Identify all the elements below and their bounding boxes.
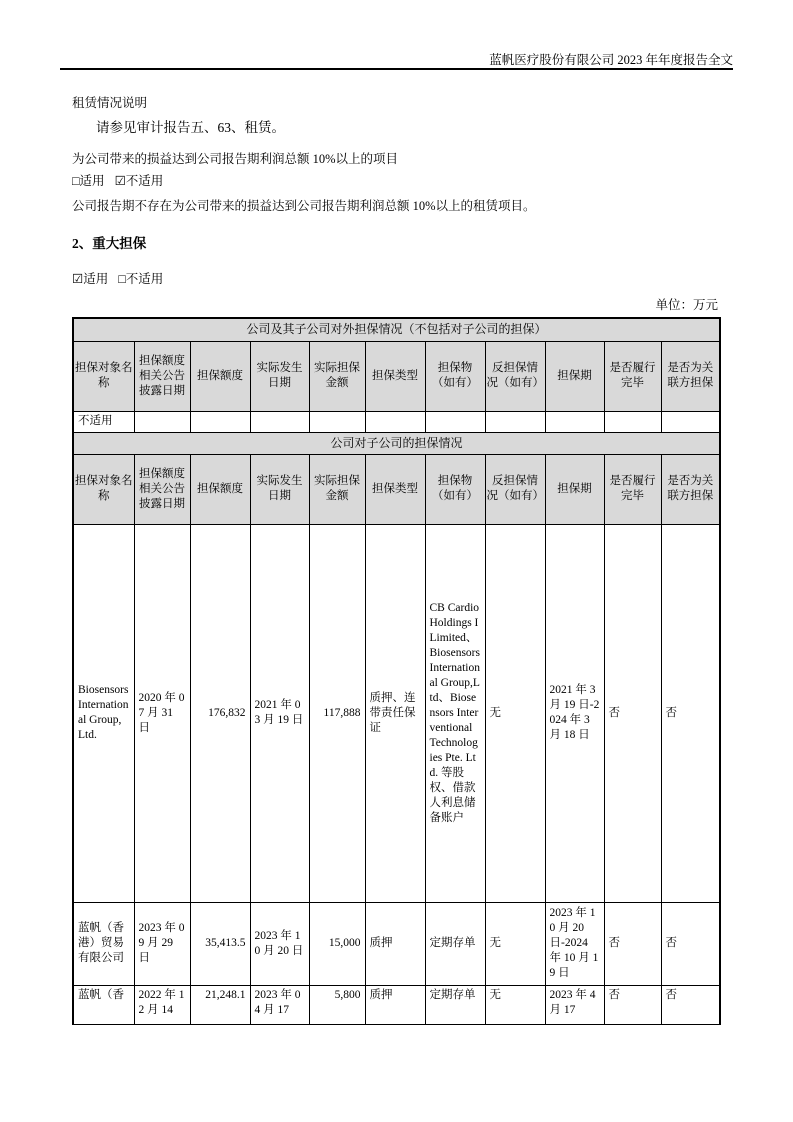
- page-header-title: 蓝帆医疗股份有限公司 2023 年年度报告全文: [489, 53, 733, 67]
- table-cell: 2022 年 12 月 14: [134, 985, 190, 1025]
- table-row: [73, 341, 720, 411]
- table-row: [73, 318, 720, 341]
- table-cell: 质押: [365, 902, 425, 985]
- table-cell: 定期存单: [425, 902, 485, 985]
- col-header: 担保对象名称: [73, 341, 134, 411]
- table-cell: [604, 411, 661, 432]
- table-cell: [365, 411, 425, 432]
- table-row: [73, 411, 720, 432]
- checkbox-unchecked-applicable: □适用: [72, 174, 105, 188]
- subsidiary-guarantee-band-title: 公司对子公司的担保情况: [73, 432, 720, 454]
- col-header: 担保类型: [365, 454, 425, 524]
- col-header: 是否履行完毕: [604, 454, 661, 524]
- table-cell: 否: [604, 902, 661, 985]
- table-cell: 无: [485, 524, 545, 902]
- table-cell: 定期存单: [425, 985, 485, 1025]
- table-cell: 无: [485, 985, 545, 1025]
- table-cell: 否: [604, 985, 661, 1025]
- col-header: 实际发生日期: [250, 341, 309, 411]
- table-cell: 蓝帆（香: [73, 985, 134, 1025]
- table-cell: 2023 年 04 月 17: [250, 985, 309, 1025]
- table-cell: CB Cardio Holdings I Limited、Biosensors International Group,Ltd、Biosensors Interventional Technologies Pte. Ltd. 等股权、借款人利息储备账户: [425, 524, 485, 902]
- table-row: [73, 432, 720, 454]
- table-cell: 质押: [365, 985, 425, 1025]
- lease-applicable-line: [72, 174, 733, 188]
- table-row: [73, 902, 720, 985]
- guarantee-applicable-line: [72, 272, 733, 286]
- guarantee-table-wrapper: [72, 317, 721, 1025]
- col-header: 实际担保金额: [309, 341, 365, 411]
- table-cell: [190, 411, 250, 432]
- table-cell: [134, 411, 190, 432]
- col-header: 实际发生日期: [250, 454, 309, 524]
- table-cell: Biosensors International Group, Ltd.: [73, 524, 134, 902]
- guarantee-heading: 2、重大担保: [72, 236, 147, 251]
- col-header: 担保额度: [190, 341, 250, 411]
- table-row: [73, 524, 720, 902]
- table-cell: 蓝帆（香港）贸易有限公司: [73, 902, 134, 985]
- table-cell: 117,888: [309, 524, 365, 902]
- col-header: 是否履行完毕: [604, 341, 661, 411]
- lease-audit-note: 请参见审计报告五、63、租赁。: [96, 120, 285, 135]
- table-cell: 21,248.1: [190, 985, 250, 1025]
- checkbox-checked-applicable: ☑适用: [72, 272, 109, 286]
- col-header: 是否为关联方担保: [661, 454, 720, 524]
- col-header: 担保额度相关公告披露日期: [134, 454, 190, 524]
- table-cell: 5,800: [309, 985, 365, 1025]
- table-row: [73, 454, 720, 524]
- unit-note: 单位：万元: [655, 298, 718, 312]
- guarantee-table: [72, 317, 721, 1025]
- table-cell: [309, 411, 365, 432]
- header-rule: [60, 68, 733, 70]
- table-cell: 否: [661, 985, 720, 1025]
- col-header: 担保物（如有）: [425, 341, 485, 411]
- table-cell: 35,413.5: [190, 902, 250, 985]
- external-guarantee-band-title: 公司及其子公司对外担保情况（不包括对子公司的担保）: [73, 318, 720, 341]
- table-cell: [545, 411, 604, 432]
- lease-statement: 公司报告期不存在为公司带来的损益达到公司报告期利润总额 10%以上的租赁项目。: [72, 199, 536, 213]
- col-header: 担保额度相关公告披露日期: [134, 341, 190, 411]
- table-cell: 否: [661, 524, 720, 902]
- table-cell: 176,832: [190, 524, 250, 902]
- table-cell: 2023 年 4 月 17: [545, 985, 604, 1025]
- table-cell: 质押、连带责任保证: [365, 524, 425, 902]
- table-cell: 2021 年 3 月 19 日-2024 年 3 月 18 日: [545, 524, 604, 902]
- table-cell: 2023 年 09 月 29 日: [134, 902, 190, 985]
- col-header: 担保物（如有）: [425, 454, 485, 524]
- col-header: 是否为关联方担保: [661, 341, 720, 411]
- col-header: 担保对象名称: [73, 454, 134, 524]
- table-row: [73, 985, 720, 1025]
- col-header: 担保期: [545, 341, 604, 411]
- table-cell: 2021 年 03 月 19 日: [250, 524, 309, 902]
- lease-section-label: 租赁情况说明: [72, 96, 148, 110]
- lease-profit-line: 为公司带来的损益达到公司报告期利润总额 10%以上的项目: [72, 152, 399, 166]
- table-cell: 否: [604, 524, 661, 902]
- table-cell: 否: [661, 902, 720, 985]
- table-cell: 15,000: [309, 902, 365, 985]
- col-header: 实际担保金额: [309, 454, 365, 524]
- table-cell: 2020 年 07 月 31 日: [134, 524, 190, 902]
- table-cell: [250, 411, 309, 432]
- col-header: 反担保情况（如有）: [485, 454, 545, 524]
- table-cell: [661, 411, 720, 432]
- table-cell: 2023 年 10 月 20 日: [250, 902, 309, 985]
- table-cell: 不适用: [73, 411, 134, 432]
- col-header: 担保额度: [190, 454, 250, 524]
- table-cell: [485, 411, 545, 432]
- col-header: 反担保情况（如有）: [485, 341, 545, 411]
- col-header: 担保类型: [365, 341, 425, 411]
- table-cell: 无: [485, 902, 545, 985]
- checkbox-unchecked-not-applicable: □不适用: [118, 272, 164, 286]
- col-header: 担保期: [545, 454, 604, 524]
- table-cell: 2023 年 10 月 20 日-2024 年 10 月 19 日: [545, 902, 604, 985]
- checkbox-checked-not-applicable: ☑不适用: [114, 174, 164, 188]
- table-cell: [425, 411, 485, 432]
